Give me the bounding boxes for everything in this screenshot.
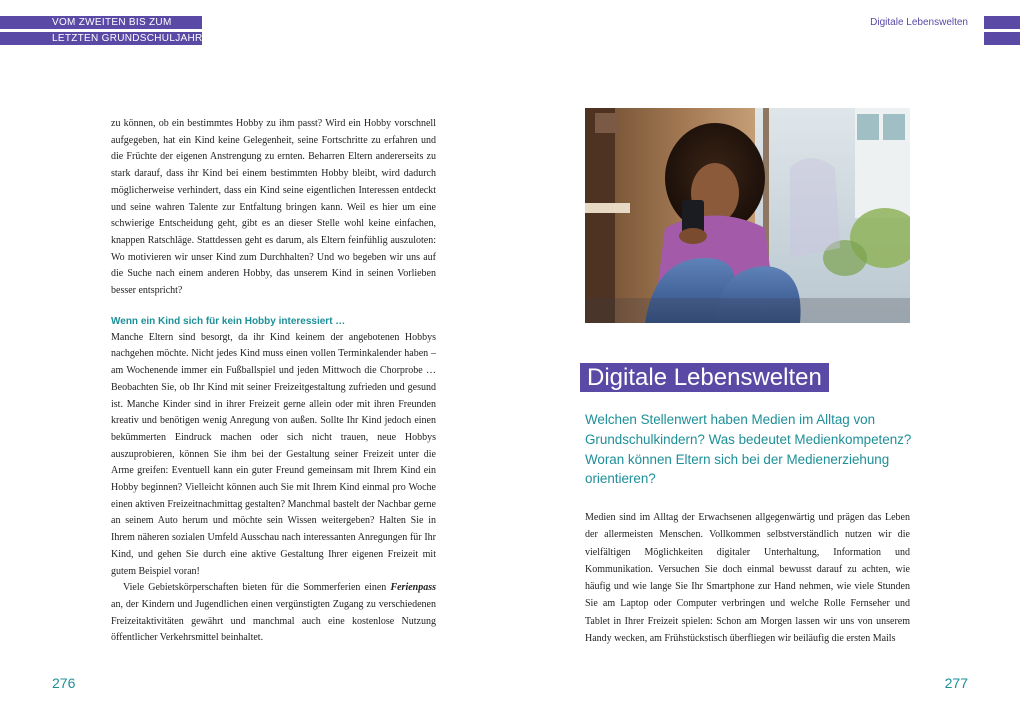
paragraph-text: Viele Gebietskörperschaften bieten für die Sommerferien einen — [123, 582, 391, 594]
paragraph: Medien sind im Alltag der Erwachsenen allgegenwärtig und prägen das Leben der allermeisten Menschen. Vollkommen selbstverständlich nutzen wir die vielfältigen Möglichkeiten digitaler Unterhaltung, Information und Kommunikation. Versuchen Sie doch einmal bewusst darauf zu achten, wie häufig und wie lange Sie Ihr Smartphone zur Hand nehmen, wie viele Stunden Sie am Laptop oder Computer verbringen und welche Rolle Fernseher und Tablet in Ihrer Freizeit spielen: Schon am Morgen lassen wir uns von unserem Handy wecken, am Frühstückstisch überfliegen wir beiläufig die ersten Mails — [585, 512, 910, 645]
page-number-right: 277 — [944, 675, 968, 691]
chapter-lead: Welchen Stellenwert haben Medien im Alltag von Grundschulkindern? Was bedeutet Medienkompetenz? Woran können Eltern sich bei der Medienerziehung orientieren? — [585, 412, 912, 487]
girl-with-phone-photo — [585, 108, 910, 323]
paragraph: zu können, ob ein bestimmtes Hobby zu ihm passt? Wird ein Hobby vorschnell aufgegeben, hat ein Kind keine Gelegenheit, seine Fortschritte zu erfahren und die Früchte der eigenen Anstrengung zu ernten. Beharren Eltern andererseits zu stark darauf, dass ihr Kind bei einem bestimmten Hobby bleibt, wird dadurch möglicherweise verhindert, dass ein Kind seine eigentlichen Interessen entdeckt und seine wahren Talente zur Entfaltung bringen kann. Weil es hier um eine schwierige Entscheidung geht, gibt es an dieser Stelle wohl keine einfachen, knappen Ratschläge. Stattdessen geht es darum, als Eltern feinfühlig auszuloten: Wo motivieren wir unser Kind zum Durchhalten? Und wo begeben wir uns auf die Suche nach einem anderen Hobby, das unserem Kind in seinen Vorlieben besser entspricht? — [111, 118, 436, 297]
header-bar — [984, 32, 1020, 45]
section-subheading: Wenn ein Kind sich für kein Hobby interessiert … — [111, 315, 346, 327]
header-line-2: LETZTEN GRUNDSCHULJAHR — [0, 32, 202, 45]
chapter-title: Digitale Lebenswelten — [580, 363, 829, 392]
header-bar — [984, 16, 1020, 29]
chapter-photo — [585, 108, 910, 323]
header-line-1: VOM ZWEITEN BIS ZUM — [0, 16, 202, 29]
right-page — [510, 0, 1020, 720]
paragraph: Manche Eltern sind besorgt, da ihr Kind keinem der angebotenen Hobbys nachgehen möchte. Nicht jedes Kind muss einen vollen Terminkalender haben – am Wochenende immer ein Fußballspiel und jeden Mittwoch die Chorprobe … Beobachten Sie, ob Ihr Kind mit seiner Freizeitgestaltung zufrieden und gesund ist. Manche Kinder sind in ihrer Freizeit gerne allein oder mit ihren Freunden kreativ und benötigen wenig Anregung von außen. Sollte Ihr Kind jedoch einen bekümmerten Eindruck machen oder sich nicht trauen, neue Hobbys auszuprobieren, können Sie ihm bei der Gestaltung seiner Freizeit unter die Arme greifen: Eventuell kann ein guter Freund gemeinsam mit Ihrem Kind ein Hobby beginnen? Vielleicht können auch Sie mit Ihrem Kind einmal pro Woche einen aktiven Freizeitnachmittag gestalten? Manchmal bastelt der Nachbar gerne an seinem Auto herum und möchte sein Wissen weitergeben? Halten Sie in Ihrem näheren sozialen Umfeld Ausschau nach interessanten Anregungen für Ihr Kind, und gehen Sie durch eine aktive Gestaltung Ihrer eigenen Freizeit mit gutem Beispiel voran! — [111, 331, 436, 577]
running-header-left — [0, 16, 202, 48]
running-header-right: Digitale Lebenswelten — [870, 17, 968, 28]
right-text-column — [585, 509, 910, 647]
page-number-left: 276 — [52, 675, 76, 691]
left-text-column — [111, 116, 436, 647]
paragraph — [111, 580, 436, 647]
emphasis-term: Ferienpass — [390, 582, 436, 594]
paragraph-text: an, der Kindern und Jugendlichen einen vergünstigten Zugang zu verschiedenen Freizeitaktivitäten gewährt und manchmal auch eine kostenlose Nutzung öffentlicher Verkehrsmittel beinhaltet. — [111, 598, 436, 644]
